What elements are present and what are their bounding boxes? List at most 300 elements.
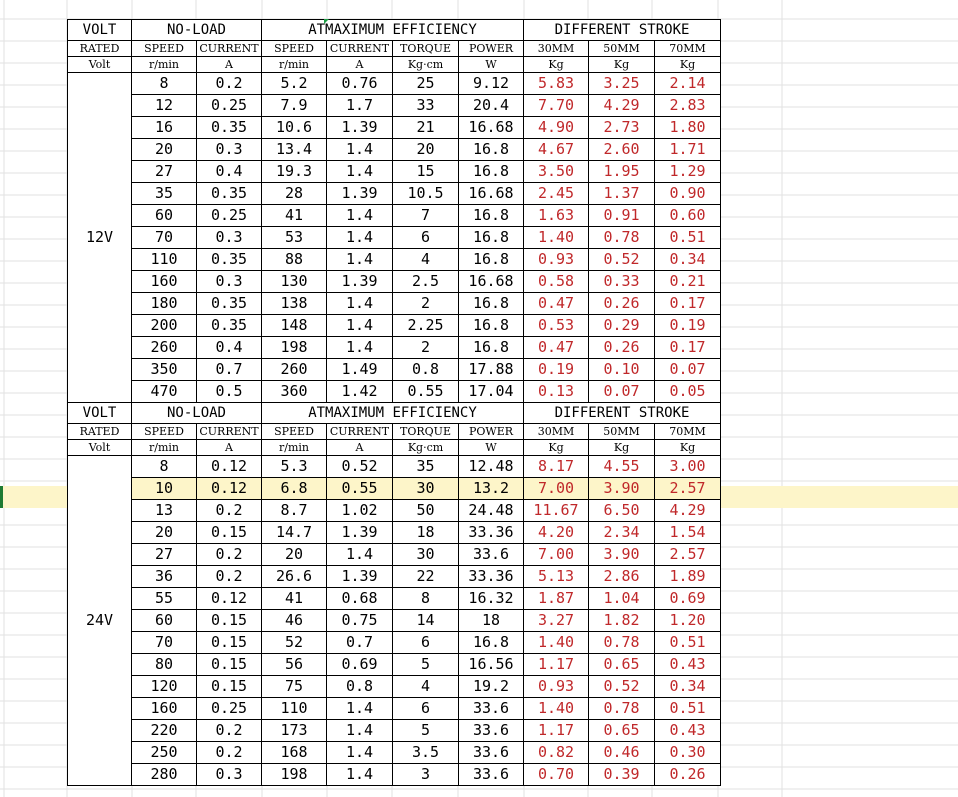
- stroke-load-cell[interactable]: 4.67: [524, 139, 589, 161]
- value-cell[interactable]: 27: [132, 544, 197, 566]
- stroke-load-cell[interactable]: 0.26: [655, 764, 721, 786]
- value-cell[interactable]: 0.2: [197, 73, 262, 95]
- stroke-load-cell[interactable]: 4.55: [589, 456, 655, 478]
- value-cell[interactable]: 0.25: [197, 205, 262, 227]
- value-cell[interactable]: 1.4: [327, 742, 393, 764]
- value-cell[interactable]: 1.39: [327, 117, 393, 139]
- value-cell[interactable]: 16.8: [459, 227, 524, 249]
- stroke-load-cell[interactable]: 0.34: [655, 249, 721, 271]
- value-cell[interactable]: 6.8: [262, 478, 327, 500]
- header-label[interactable]: 70MM: [655, 424, 721, 440]
- voltage-cell[interactable]: 12V: [68, 73, 132, 403]
- header-unit[interactable]: Volt: [68, 57, 132, 73]
- stroke-load-cell[interactable]: 0.21: [655, 271, 721, 293]
- value-cell[interactable]: 0.55: [393, 381, 459, 403]
- header-label[interactable]: CURRENT: [197, 424, 262, 440]
- value-cell[interactable]: 1.4: [327, 698, 393, 720]
- value-cell[interactable]: 280: [132, 764, 197, 786]
- value-cell[interactable]: 0.3: [197, 139, 262, 161]
- stroke-load-cell[interactable]: 0.17: [655, 337, 721, 359]
- value-cell[interactable]: 0.35: [197, 315, 262, 337]
- value-cell[interactable]: 198: [262, 337, 327, 359]
- stroke-load-cell[interactable]: 4.29: [589, 95, 655, 117]
- stroke-load-cell[interactable]: 0.60: [655, 205, 721, 227]
- value-cell[interactable]: 41: [262, 205, 327, 227]
- value-cell[interactable]: 4: [393, 249, 459, 271]
- header-unit[interactable]: Kg: [589, 57, 655, 73]
- header-different-stroke[interactable]: DIFFERENT STROKE: [524, 20, 721, 41]
- value-cell[interactable]: 0.4: [197, 161, 262, 183]
- value-cell[interactable]: 130: [262, 271, 327, 293]
- value-cell[interactable]: 16.68: [459, 117, 524, 139]
- value-cell[interactable]: 70: [132, 227, 197, 249]
- value-cell[interactable]: 16.8: [459, 337, 524, 359]
- value-cell[interactable]: 0.7: [327, 632, 393, 654]
- header-unit[interactable]: W: [459, 440, 524, 456]
- header-unit[interactable]: Kg·cm: [393, 57, 459, 73]
- value-cell[interactable]: 30: [393, 544, 459, 566]
- value-cell[interactable]: 16.8: [459, 161, 524, 183]
- value-cell[interactable]: 24.48: [459, 500, 524, 522]
- value-cell[interactable]: 1.4: [327, 227, 393, 249]
- header-unit[interactable]: A: [197, 440, 262, 456]
- value-cell[interactable]: 10: [132, 478, 197, 500]
- value-cell[interactable]: 10.5: [393, 183, 459, 205]
- value-cell[interactable]: 1.49: [327, 359, 393, 381]
- value-cell[interactable]: 4: [393, 676, 459, 698]
- value-cell[interactable]: 0.15: [197, 610, 262, 632]
- stroke-load-cell[interactable]: 0.90: [655, 183, 721, 205]
- value-cell[interactable]: 8.7: [262, 500, 327, 522]
- stroke-load-cell[interactable]: 2.57: [655, 544, 721, 566]
- stroke-load-cell[interactable]: 0.52: [589, 249, 655, 271]
- value-cell[interactable]: 1.4: [327, 764, 393, 786]
- stroke-load-cell[interactable]: 7.00: [524, 478, 589, 500]
- stroke-load-cell[interactable]: 2.83: [655, 95, 721, 117]
- stroke-load-cell[interactable]: 1.54: [655, 522, 721, 544]
- value-cell[interactable]: 1.4: [327, 544, 393, 566]
- stroke-load-cell[interactable]: 2.34: [589, 522, 655, 544]
- value-cell[interactable]: 16.56: [459, 654, 524, 676]
- header-volt[interactable]: VOLT: [68, 403, 132, 424]
- value-cell[interactable]: 148: [262, 315, 327, 337]
- value-cell[interactable]: 0.3: [197, 271, 262, 293]
- header-label[interactable]: RATED: [68, 41, 132, 57]
- value-cell[interactable]: 2: [393, 293, 459, 315]
- header-label[interactable]: 30MM: [524, 41, 589, 57]
- header-max-efficiency[interactable]: ATMAXIMUM EFFICIENCY: [262, 20, 524, 41]
- value-cell[interactable]: 33.6: [459, 742, 524, 764]
- value-cell[interactable]: 12.48: [459, 456, 524, 478]
- stroke-load-cell[interactable]: 3.27: [524, 610, 589, 632]
- value-cell[interactable]: 33.36: [459, 566, 524, 588]
- value-cell[interactable]: 120: [132, 676, 197, 698]
- stroke-load-cell[interactable]: 1.95: [589, 161, 655, 183]
- header-unit[interactable]: Kg: [524, 57, 589, 73]
- stroke-load-cell[interactable]: 0.30: [655, 742, 721, 764]
- value-cell[interactable]: 70: [132, 632, 197, 654]
- value-cell[interactable]: 18: [459, 610, 524, 632]
- value-cell[interactable]: 5: [393, 654, 459, 676]
- stroke-load-cell[interactable]: 0.07: [589, 381, 655, 403]
- value-cell[interactable]: 160: [132, 698, 197, 720]
- value-cell[interactable]: 1.39: [327, 522, 393, 544]
- stroke-load-cell[interactable]: 8.17: [524, 456, 589, 478]
- value-cell[interactable]: 0.2: [197, 500, 262, 522]
- value-cell[interactable]: 16.68: [459, 183, 524, 205]
- header-label[interactable]: CURRENT: [327, 424, 393, 440]
- value-cell[interactable]: 5.2: [262, 73, 327, 95]
- header-unit[interactable]: W: [459, 57, 524, 73]
- value-cell[interactable]: 17.88: [459, 359, 524, 381]
- value-cell[interactable]: 1.02: [327, 500, 393, 522]
- header-no-load[interactable]: NO-LOAD: [132, 403, 262, 424]
- value-cell[interactable]: 0.2: [197, 544, 262, 566]
- value-cell[interactable]: 8: [132, 73, 197, 95]
- value-cell[interactable]: 33.6: [459, 698, 524, 720]
- value-cell[interactable]: 0.8: [327, 676, 393, 698]
- value-cell[interactable]: 22: [393, 566, 459, 588]
- value-cell[interactable]: 160: [132, 271, 197, 293]
- stroke-load-cell[interactable]: 1.40: [524, 632, 589, 654]
- stroke-load-cell[interactable]: 1.29: [655, 161, 721, 183]
- value-cell[interactable]: 360: [262, 381, 327, 403]
- value-cell[interactable]: 20: [132, 522, 197, 544]
- stroke-load-cell[interactable]: 0.78: [589, 632, 655, 654]
- value-cell[interactable]: 8: [132, 456, 197, 478]
- value-cell[interactable]: 5.3: [262, 456, 327, 478]
- value-cell[interactable]: 17.04: [459, 381, 524, 403]
- value-cell[interactable]: 28: [262, 183, 327, 205]
- stroke-load-cell[interactable]: 6.50: [589, 500, 655, 522]
- value-cell[interactable]: 13.4: [262, 139, 327, 161]
- value-cell[interactable]: 0.12: [197, 588, 262, 610]
- header-label[interactable]: SPEED: [262, 424, 327, 440]
- value-cell[interactable]: 20: [393, 139, 459, 161]
- header-different-stroke[interactable]: DIFFERENT STROKE: [524, 403, 721, 424]
- stroke-load-cell[interactable]: 0.19: [524, 359, 589, 381]
- value-cell[interactable]: 33: [393, 95, 459, 117]
- value-cell[interactable]: 2.25: [393, 315, 459, 337]
- value-cell[interactable]: 0.68: [327, 588, 393, 610]
- value-cell[interactable]: 0.2: [197, 742, 262, 764]
- value-cell[interactable]: 1.4: [327, 315, 393, 337]
- stroke-load-cell[interactable]: 0.26: [589, 337, 655, 359]
- header-volt[interactable]: VOLT: [68, 20, 132, 41]
- header-unit[interactable]: Volt: [68, 440, 132, 456]
- value-cell[interactable]: 1.4: [327, 205, 393, 227]
- value-cell[interactable]: 0.52: [327, 456, 393, 478]
- value-cell[interactable]: 26.6: [262, 566, 327, 588]
- value-cell[interactable]: 1.7: [327, 95, 393, 117]
- value-cell[interactable]: 6: [393, 632, 459, 654]
- header-unit[interactable]: Kg: [655, 440, 721, 456]
- stroke-load-cell[interactable]: 1.17: [524, 654, 589, 676]
- value-cell[interactable]: 12: [132, 95, 197, 117]
- value-cell[interactable]: 0.35: [197, 183, 262, 205]
- stroke-load-cell[interactable]: 0.29: [589, 315, 655, 337]
- header-unit[interactable]: Kg: [655, 57, 721, 73]
- stroke-load-cell[interactable]: 7.70: [524, 95, 589, 117]
- value-cell[interactable]: 0.25: [197, 698, 262, 720]
- value-cell[interactable]: 1.39: [327, 566, 393, 588]
- stroke-load-cell[interactable]: 2.86: [589, 566, 655, 588]
- value-cell[interactable]: 1.4: [327, 720, 393, 742]
- stroke-load-cell[interactable]: 1.04: [589, 588, 655, 610]
- header-label[interactable]: SPEED: [132, 424, 197, 440]
- stroke-load-cell[interactable]: 2.45: [524, 183, 589, 205]
- stroke-load-cell[interactable]: 3.25: [589, 73, 655, 95]
- value-cell[interactable]: 16.8: [459, 205, 524, 227]
- value-cell[interactable]: 260: [132, 337, 197, 359]
- value-cell[interactable]: 0.25: [197, 95, 262, 117]
- stroke-load-cell[interactable]: 4.29: [655, 500, 721, 522]
- stroke-load-cell[interactable]: 0.78: [589, 698, 655, 720]
- stroke-load-cell[interactable]: 1.80: [655, 117, 721, 139]
- stroke-load-cell[interactable]: 2.57: [655, 478, 721, 500]
- header-label[interactable]: TORQUE: [393, 41, 459, 57]
- value-cell[interactable]: 3.5: [393, 742, 459, 764]
- value-cell[interactable]: 33.36: [459, 522, 524, 544]
- header-label[interactable]: CURRENT: [197, 41, 262, 57]
- value-cell[interactable]: 41: [262, 588, 327, 610]
- value-cell[interactable]: 20.4: [459, 95, 524, 117]
- value-cell[interactable]: 0.12: [197, 456, 262, 478]
- value-cell[interactable]: 138: [262, 293, 327, 315]
- value-cell[interactable]: 16: [132, 117, 197, 139]
- value-cell[interactable]: 1.39: [327, 183, 393, 205]
- stroke-load-cell[interactable]: 0.82: [524, 742, 589, 764]
- value-cell[interactable]: 0.55: [327, 478, 393, 500]
- value-cell[interactable]: 1.4: [327, 249, 393, 271]
- value-cell[interactable]: 13.2: [459, 478, 524, 500]
- stroke-load-cell[interactable]: 4.20: [524, 522, 589, 544]
- stroke-load-cell[interactable]: 0.53: [524, 315, 589, 337]
- stroke-load-cell[interactable]: 0.33: [589, 271, 655, 293]
- value-cell[interactable]: 0.7: [197, 359, 262, 381]
- value-cell[interactable]: 6: [393, 698, 459, 720]
- value-cell[interactable]: 5: [393, 720, 459, 742]
- value-cell[interactable]: 27: [132, 161, 197, 183]
- header-unit[interactable]: A: [197, 57, 262, 73]
- stroke-load-cell[interactable]: 0.51: [655, 227, 721, 249]
- value-cell[interactable]: 220: [132, 720, 197, 742]
- stroke-load-cell[interactable]: 4.90: [524, 117, 589, 139]
- value-cell[interactable]: 7.9: [262, 95, 327, 117]
- value-cell[interactable]: 1.4: [327, 337, 393, 359]
- value-cell[interactable]: 0.15: [197, 522, 262, 544]
- value-cell[interactable]: 16.8: [459, 632, 524, 654]
- stroke-load-cell[interactable]: 0.52: [589, 676, 655, 698]
- header-unit[interactable]: Kg: [524, 440, 589, 456]
- stroke-load-cell[interactable]: 0.51: [655, 698, 721, 720]
- stroke-load-cell[interactable]: 0.51: [655, 632, 721, 654]
- value-cell[interactable]: 0.4: [197, 337, 262, 359]
- value-cell[interactable]: 198: [262, 764, 327, 786]
- stroke-load-cell[interactable]: 11.67: [524, 500, 589, 522]
- value-cell[interactable]: 200: [132, 315, 197, 337]
- value-cell[interactable]: 110: [132, 249, 197, 271]
- value-cell[interactable]: 168: [262, 742, 327, 764]
- stroke-load-cell[interactable]: 0.34: [655, 676, 721, 698]
- stroke-load-cell[interactable]: 2.60: [589, 139, 655, 161]
- value-cell[interactable]: 0.75: [327, 610, 393, 632]
- stroke-load-cell[interactable]: 0.58: [524, 271, 589, 293]
- value-cell[interactable]: 35: [132, 183, 197, 205]
- header-unit[interactable]: r/min: [262, 57, 327, 73]
- stroke-load-cell[interactable]: 1.40: [524, 227, 589, 249]
- value-cell[interactable]: 20: [262, 544, 327, 566]
- stroke-load-cell[interactable]: 3.00: [655, 456, 721, 478]
- value-cell[interactable]: 0.35: [197, 117, 262, 139]
- value-cell[interactable]: 0.15: [197, 676, 262, 698]
- stroke-load-cell[interactable]: 3.50: [524, 161, 589, 183]
- value-cell[interactable]: 53: [262, 227, 327, 249]
- value-cell[interactable]: 60: [132, 610, 197, 632]
- value-cell[interactable]: 16.8: [459, 315, 524, 337]
- value-cell[interactable]: 1.4: [327, 293, 393, 315]
- header-unit[interactable]: Kg: [589, 440, 655, 456]
- value-cell[interactable]: 1.4: [327, 139, 393, 161]
- stroke-load-cell[interactable]: 2.14: [655, 73, 721, 95]
- value-cell[interactable]: 30: [393, 478, 459, 500]
- stroke-load-cell[interactable]: 0.10: [589, 359, 655, 381]
- value-cell[interactable]: 52: [262, 632, 327, 654]
- stroke-load-cell[interactable]: 5.83: [524, 73, 589, 95]
- value-cell[interactable]: 19.2: [459, 676, 524, 698]
- value-cell[interactable]: 60: [132, 205, 197, 227]
- stroke-load-cell[interactable]: 0.47: [524, 293, 589, 315]
- stroke-load-cell[interactable]: 0.26: [589, 293, 655, 315]
- stroke-load-cell[interactable]: 0.93: [524, 249, 589, 271]
- stroke-load-cell[interactable]: 0.07: [655, 359, 721, 381]
- value-cell[interactable]: 0.3: [197, 227, 262, 249]
- voltage-cell[interactable]: 24V: [68, 456, 132, 786]
- stroke-load-cell[interactable]: 0.43: [655, 720, 721, 742]
- value-cell[interactable]: 36: [132, 566, 197, 588]
- stroke-load-cell[interactable]: 1.87: [524, 588, 589, 610]
- stroke-load-cell[interactable]: 0.70: [524, 764, 589, 786]
- value-cell[interactable]: 173: [262, 720, 327, 742]
- value-cell[interactable]: 80: [132, 654, 197, 676]
- value-cell[interactable]: 46: [262, 610, 327, 632]
- value-cell[interactable]: 33.6: [459, 764, 524, 786]
- value-cell[interactable]: 0.5: [197, 381, 262, 403]
- value-cell[interactable]: 2.5: [393, 271, 459, 293]
- stroke-load-cell[interactable]: 2.73: [589, 117, 655, 139]
- header-label[interactable]: 70MM: [655, 41, 721, 57]
- header-label[interactable]: TORQUE: [393, 424, 459, 440]
- value-cell[interactable]: 56: [262, 654, 327, 676]
- value-cell[interactable]: 0.8: [393, 359, 459, 381]
- stroke-load-cell[interactable]: 1.89: [655, 566, 721, 588]
- header-label[interactable]: POWER: [459, 424, 524, 440]
- header-no-load[interactable]: NO-LOAD: [132, 20, 262, 41]
- value-cell[interactable]: 0.69: [327, 654, 393, 676]
- stroke-load-cell[interactable]: 0.46: [589, 742, 655, 764]
- header-label[interactable]: 50MM: [589, 424, 655, 440]
- value-cell[interactable]: 14: [393, 610, 459, 632]
- header-max-efficiency[interactable]: ATMAXIMUM EFFICIENCY: [262, 403, 524, 424]
- value-cell[interactable]: 16.8: [459, 139, 524, 161]
- value-cell[interactable]: 0.35: [197, 293, 262, 315]
- stroke-load-cell[interactable]: 1.71: [655, 139, 721, 161]
- header-label[interactable]: SPEED: [262, 41, 327, 57]
- stroke-load-cell[interactable]: 1.37: [589, 183, 655, 205]
- value-cell[interactable]: 1.39: [327, 271, 393, 293]
- value-cell[interactable]: 16.8: [459, 293, 524, 315]
- stroke-load-cell[interactable]: 0.39: [589, 764, 655, 786]
- header-unit[interactable]: A: [327, 57, 393, 73]
- value-cell[interactable]: 15: [393, 161, 459, 183]
- stroke-load-cell[interactable]: 0.19: [655, 315, 721, 337]
- value-cell[interactable]: 260: [262, 359, 327, 381]
- value-cell[interactable]: 110: [262, 698, 327, 720]
- value-cell[interactable]: 16.8: [459, 249, 524, 271]
- header-label[interactable]: 50MM: [589, 41, 655, 57]
- header-label[interactable]: RATED: [68, 424, 132, 440]
- stroke-load-cell[interactable]: 0.05: [655, 381, 721, 403]
- stroke-load-cell[interactable]: 0.17: [655, 293, 721, 315]
- value-cell[interactable]: 9.12: [459, 73, 524, 95]
- value-cell[interactable]: 1.42: [327, 381, 393, 403]
- value-cell[interactable]: 35: [393, 456, 459, 478]
- value-cell[interactable]: 55: [132, 588, 197, 610]
- value-cell[interactable]: 21: [393, 117, 459, 139]
- stroke-load-cell[interactable]: 0.65: [589, 720, 655, 742]
- value-cell[interactable]: 75: [262, 676, 327, 698]
- stroke-load-cell[interactable]: 0.47: [524, 337, 589, 359]
- value-cell[interactable]: 16.32: [459, 588, 524, 610]
- value-cell[interactable]: 6: [393, 227, 459, 249]
- header-unit[interactable]: A: [327, 440, 393, 456]
- value-cell[interactable]: 0.3: [197, 764, 262, 786]
- value-cell[interactable]: 8: [393, 588, 459, 610]
- stroke-load-cell[interactable]: 3.90: [589, 544, 655, 566]
- stroke-load-cell[interactable]: 0.78: [589, 227, 655, 249]
- stroke-load-cell[interactable]: 1.63: [524, 205, 589, 227]
- header-unit[interactable]: Kg·cm: [393, 440, 459, 456]
- value-cell[interactable]: 470: [132, 381, 197, 403]
- value-cell[interactable]: 0.15: [197, 632, 262, 654]
- value-cell[interactable]: 18: [393, 522, 459, 544]
- value-cell[interactable]: 33.6: [459, 544, 524, 566]
- stroke-load-cell[interactable]: 3.90: [589, 478, 655, 500]
- header-unit[interactable]: r/min: [132, 440, 197, 456]
- stroke-load-cell[interactable]: 0.93: [524, 676, 589, 698]
- value-cell[interactable]: 7: [393, 205, 459, 227]
- value-cell[interactable]: 0.15: [197, 654, 262, 676]
- value-cell[interactable]: 0.76: [327, 73, 393, 95]
- value-cell[interactable]: 0.12: [197, 478, 262, 500]
- value-cell[interactable]: 20: [132, 139, 197, 161]
- value-cell[interactable]: 0.35: [197, 249, 262, 271]
- value-cell[interactable]: 33.6: [459, 720, 524, 742]
- stroke-load-cell[interactable]: 0.91: [589, 205, 655, 227]
- stroke-load-cell[interactable]: 1.17: [524, 720, 589, 742]
- stroke-load-cell[interactable]: 1.40: [524, 698, 589, 720]
- value-cell[interactable]: 14.7: [262, 522, 327, 544]
- stroke-load-cell[interactable]: 0.65: [589, 654, 655, 676]
- value-cell[interactable]: 350: [132, 359, 197, 381]
- header-label[interactable]: 30MM: [524, 424, 589, 440]
- stroke-load-cell[interactable]: 1.20: [655, 610, 721, 632]
- stroke-load-cell[interactable]: 0.43: [655, 654, 721, 676]
- value-cell[interactable]: 50: [393, 500, 459, 522]
- value-cell[interactable]: 13: [132, 500, 197, 522]
- stroke-load-cell[interactable]: 0.69: [655, 588, 721, 610]
- value-cell[interactable]: 19.3: [262, 161, 327, 183]
